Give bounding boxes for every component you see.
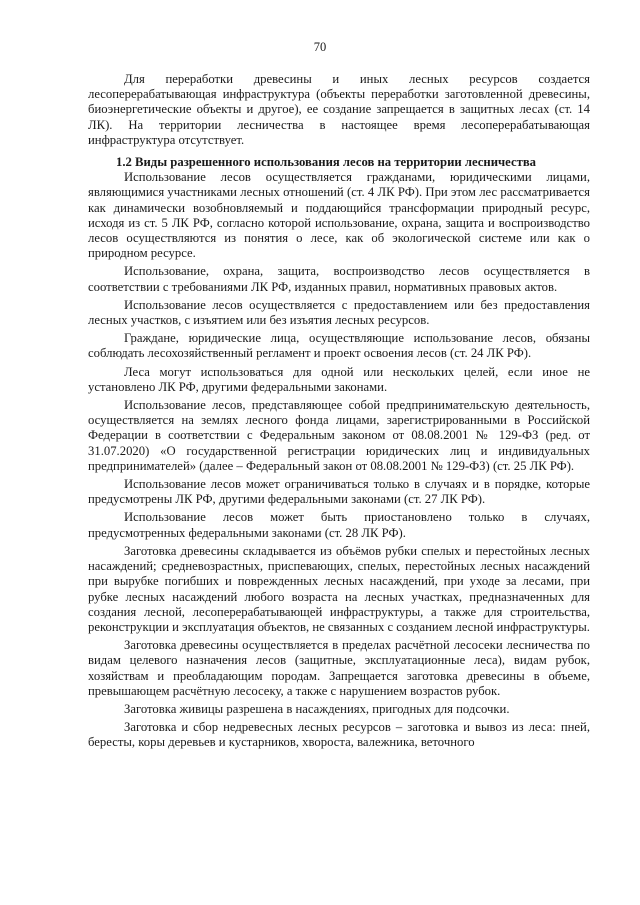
page-number: 70 bbox=[313, 40, 327, 54]
paragraph-timber-harvesting: Заготовка древесины складывается из объёмов рубки спелых и перестойных лесных насаждений; средневозрастных, приспевающих, спелых, перестойных лесных насаждений при вырубке погибших и поврежденных лесных насаждений, при уходе за лесами, при рубке лесных насаждений любого возраста на лесных участках, предназначенных для создания лесной, лесоперерабатывающей инфраструктуры, а также для строительства, реконструкции и эксплуатация объектов, не связанных с созданием лесной инфраструктуры. bbox=[88, 543, 590, 634]
paragraph-obligations: Граждане, юридические лица, осуществляющие использование лесов, обязаны соблюдать лесохозяйственный регламент и проект освоения лесов (ст. 24 ЛК РФ). bbox=[88, 331, 590, 361]
paragraph-allowable-cut: Заготовка древесины осуществляется в пределах расчётной лесосеки лесничества по видам целевого назначения лесов (защитные, эксплуатационные леса), видам рубок, хозяйствам и преобладающим породам. Запрещается заготовка древесины в объеме, превышающем расчётную лесосеку, а также с нарушением возрастов рубок. bbox=[88, 638, 590, 698]
paragraph-restrictions: Использование лесов может ограничиваться только в случаях и в порядке, которые предусмотрены ЛК РФ, другими федеральными законами (ст. 27 ЛК РФ). bbox=[88, 477, 590, 507]
paragraph-plot-provision: Использование лесов осуществляется с предоставлением или без предоставления лесных участков, с изъятием или без изъятия лесных ресурсов. bbox=[88, 297, 590, 328]
document-body bbox=[88, 72, 590, 751]
paragraph-forest-use-participants: Использование лесов осуществляется гражданами, юридическими лицами, являющимися участниками лесных отношений (ст. 4 ЛК РФ). При этом лес рассматривается как динамически возобновляемый и поддающийся трансформации природный ресурс, исходя из ст. 5 ЛК РФ, согласно которой использование, охрана, защита и воспроизводство лесов осуществляются из понятия о лесе, как об экологической системе или как о природном ресурсе. bbox=[88, 170, 590, 261]
paragraph-purposes: Леса могут использоваться для одной или нескольких целей, если иное не установлено ЛК РФ, другими федеральными законами. bbox=[88, 364, 590, 394]
paragraph-requirements: Использование, охрана, защита, воспроизводство лесов осуществляется в соответствии с требованиями ЛК РФ, изданных правил, нормативных правовых актов. bbox=[88, 264, 590, 294]
section-heading: 1.2 Виды разрешенного использования лесов на территории лесничества bbox=[116, 155, 537, 170]
paragraph-suspension: Использование лесов может быть приостановлено только в случаях, предусмотренных федеральными законами (ст. 28 ЛК РФ). bbox=[88, 510, 590, 540]
paragraph-infrastructure: Для переработки древесины и иных лесных ресурсов создается лесоперерабатывающая инфраструктура (объекты переработки заготовленной древесины, биоэнергетические объекты и другое), ее создание запрещается в защитных лесах (ст. 14 ЛК). На территории лесничества в настоящее время лесоперерабатывающая инфраструктура отсутствует. bbox=[88, 72, 590, 147]
paragraph-non-timber: Заготовка и сбор недревесных лесных ресурсов – заготовка и вывоз из леса: пней, бересты, коры деревьев и кустарников, хвороста, валежника, веточного bbox=[88, 720, 590, 750]
paragraph-entrepreneurship: Использование лесов, представляющее собой предпринимательскую деятельность, осуществляется на землях лесного фонда лицами, зарегистрированными в Российской Федерации в соответствии с Федеральным законом от 08.08.2001 № 129-ФЗ (ред. от 31.07.2020) «О государственной регистрации юридических лиц и индивидуальных предпринимателей» (далее – Федеральный закон от 08.08.2001 № 129-ФЗ) (ст. 25 ЛК РФ). bbox=[88, 398, 590, 473]
paragraph-resin: Заготовка живицы разрешена в насаждениях, пригодных для подсочки. bbox=[124, 701, 510, 716]
